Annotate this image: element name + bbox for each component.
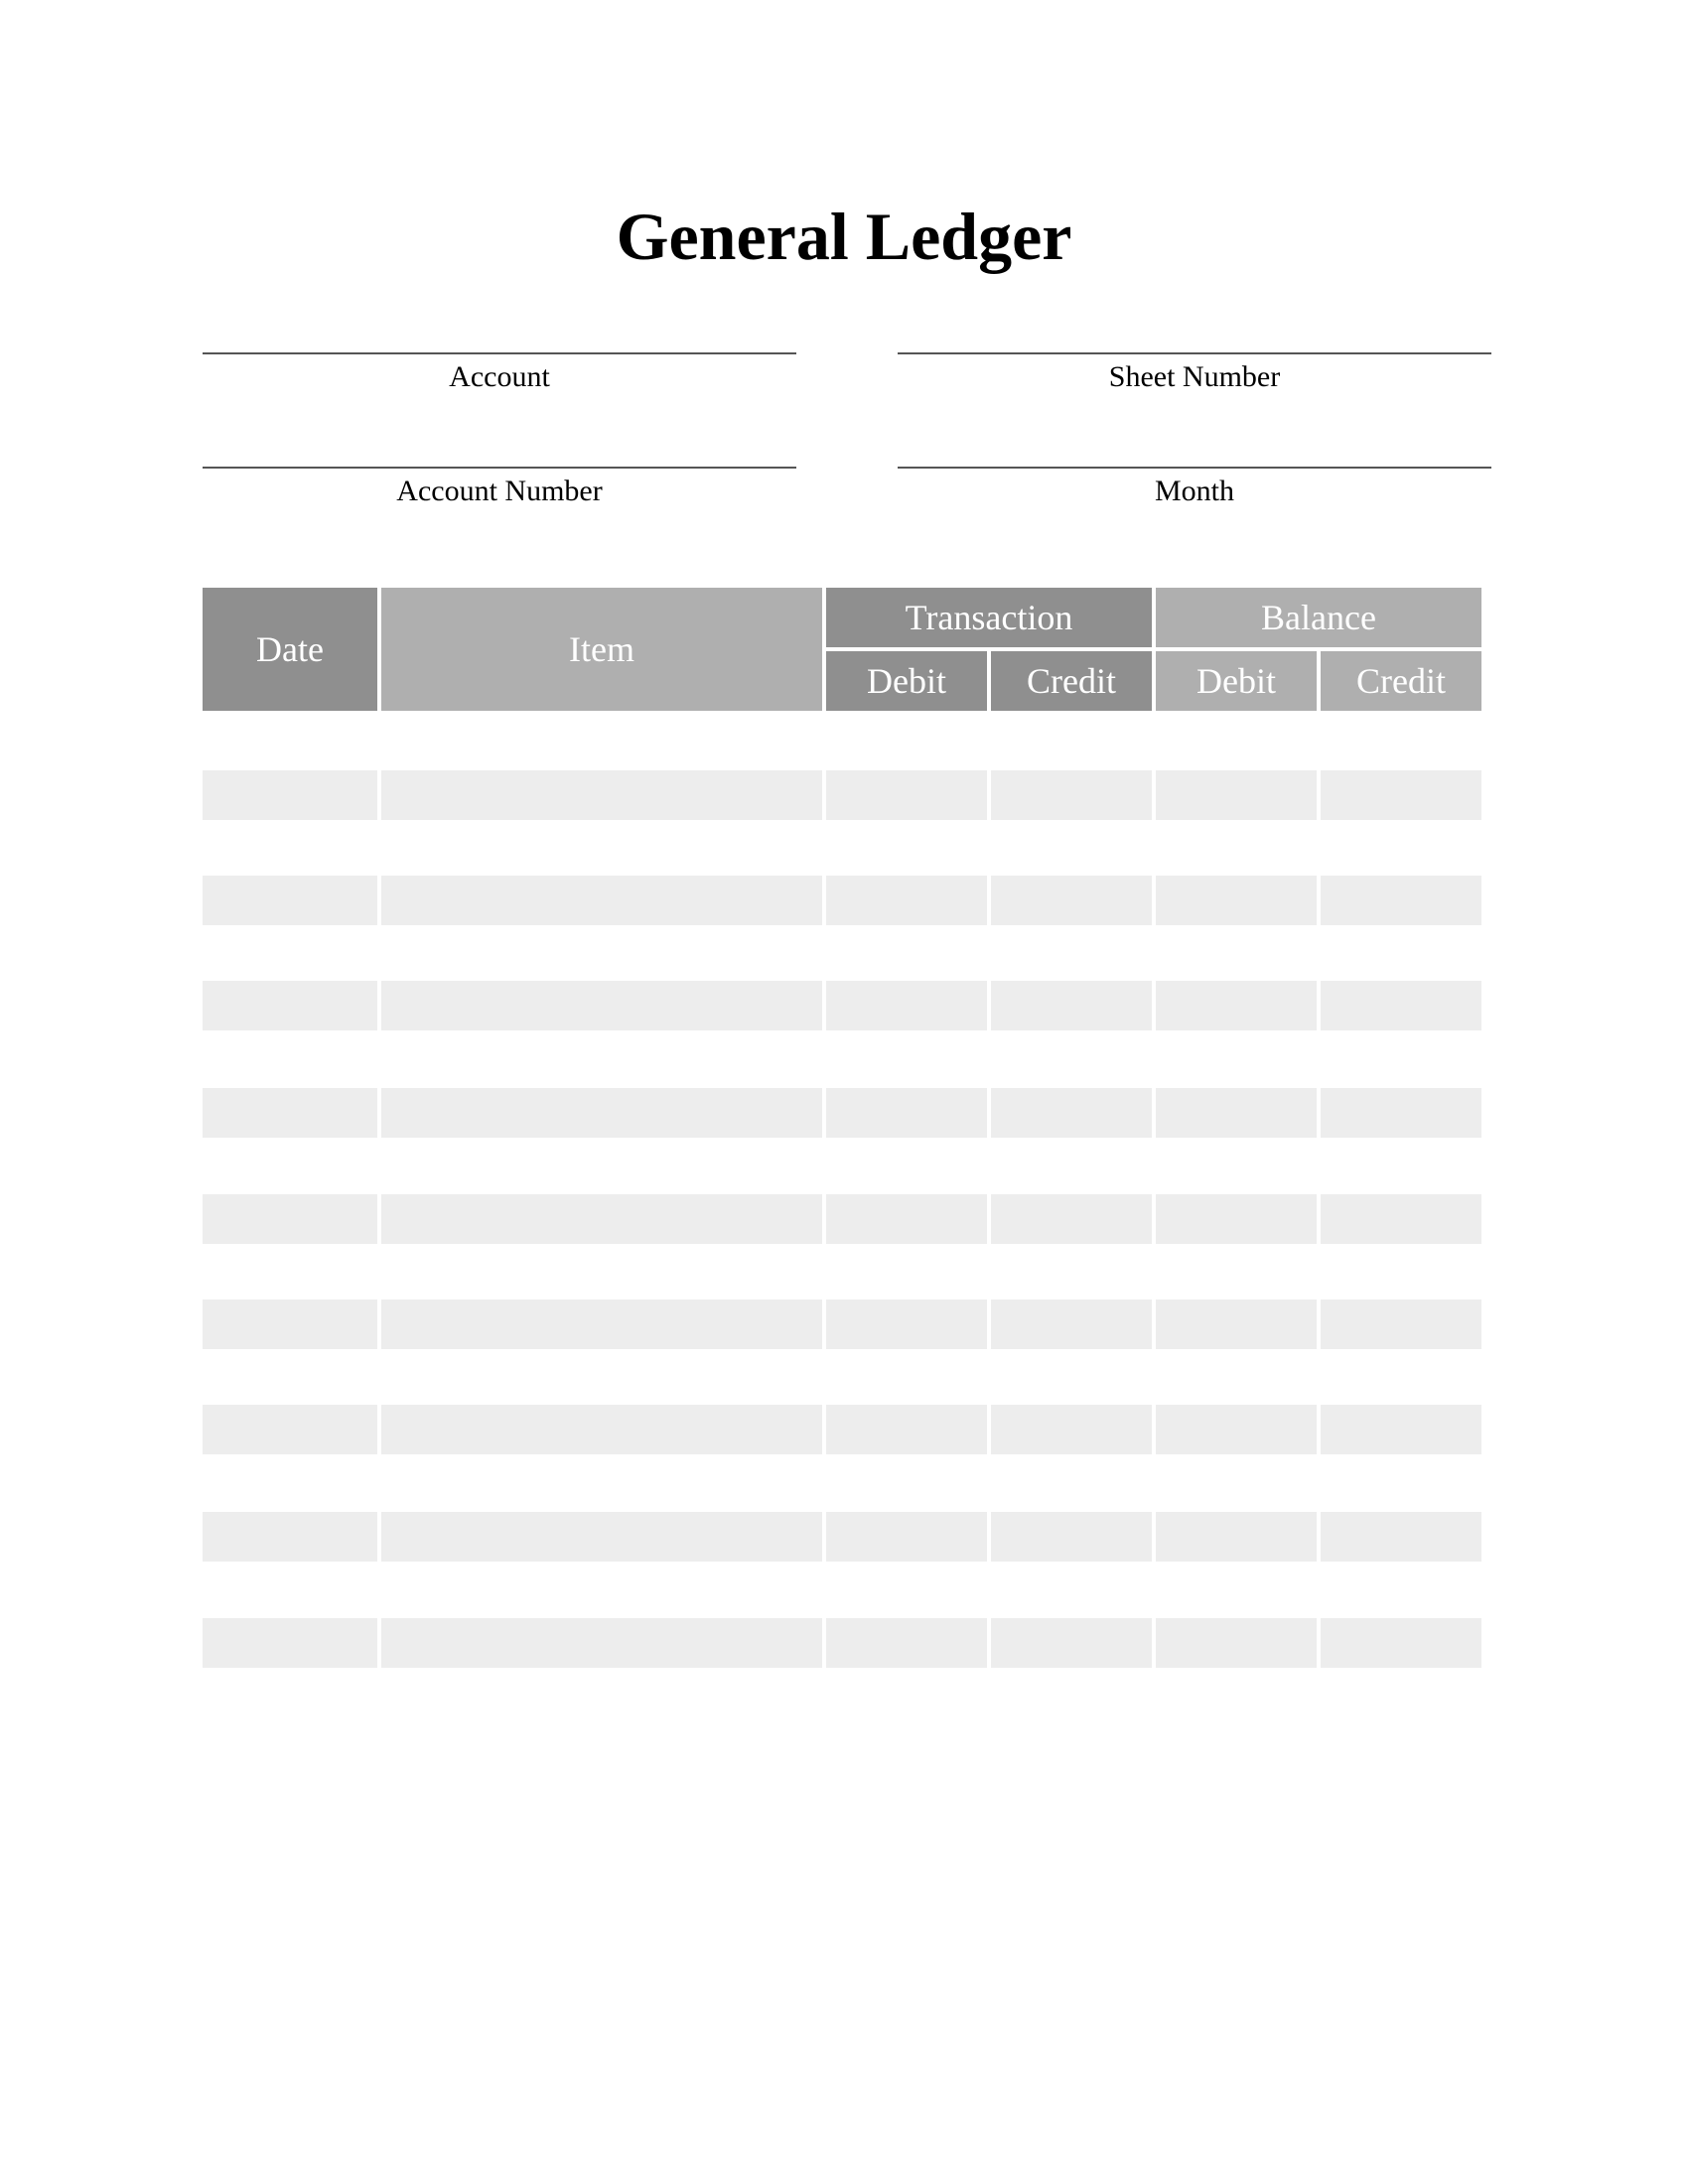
cell-date[interactable] [203, 981, 377, 1030]
cell-balance-debit[interactable] [1156, 1618, 1317, 1668]
sheet-number-field[interactable] [898, 352, 1491, 400]
cell-transaction-credit[interactable] [991, 981, 1152, 1030]
cell-transaction-debit[interactable] [826, 1405, 987, 1454]
table-row [203, 1405, 1481, 1454]
cell-balance-credit[interactable] [1321, 1194, 1481, 1244]
cell-transaction-debit[interactable] [826, 1088, 987, 1138]
cell-balance-debit[interactable] [1156, 1405, 1317, 1454]
cell-transaction-credit[interactable] [991, 1405, 1152, 1454]
cell-transaction-credit[interactable] [991, 1512, 1152, 1562]
cell-balance-credit[interactable] [1321, 1618, 1481, 1668]
cell-balance-credit[interactable] [1321, 1405, 1481, 1454]
account-number-field[interactable] [203, 467, 796, 514]
account-field[interactable] [203, 352, 796, 400]
cell-balance-debit[interactable] [1156, 981, 1317, 1030]
cell-item[interactable] [381, 1299, 822, 1349]
cell-transaction-debit[interactable] [826, 770, 987, 820]
cell-date[interactable] [203, 876, 377, 925]
cell-transaction-debit[interactable] [826, 876, 987, 925]
cell-transaction-credit[interactable] [991, 770, 1152, 820]
header-transaction-credit: Credit [991, 651, 1152, 711]
cell-item[interactable] [381, 981, 822, 1030]
cell-date[interactable] [203, 1194, 377, 1244]
cell-date[interactable] [203, 1618, 377, 1668]
table-row [203, 876, 1481, 925]
cell-item[interactable] [381, 1512, 822, 1562]
page-title: General Ledger [616, 199, 1072, 274]
cell-balance-debit[interactable] [1156, 1194, 1317, 1244]
cell-transaction-debit[interactable] [826, 1618, 987, 1668]
cell-item[interactable] [381, 1405, 822, 1454]
header-transaction: Transaction [826, 588, 1152, 647]
cell-item[interactable] [381, 1088, 822, 1138]
table-row [203, 1299, 1481, 1349]
cell-item[interactable] [381, 1194, 822, 1244]
cell-item[interactable] [381, 1618, 822, 1668]
header-balance-debit: Debit [1156, 651, 1317, 711]
cell-balance-credit[interactable] [1321, 876, 1481, 925]
cell-balance-credit[interactable] [1321, 1088, 1481, 1138]
cell-balance-credit[interactable] [1321, 981, 1481, 1030]
cell-balance-debit[interactable] [1156, 1512, 1317, 1562]
cell-balance-credit[interactable] [1321, 1299, 1481, 1349]
header-balance: Balance [1156, 588, 1481, 647]
sheet-number-label: Sheet Number [1108, 360, 1281, 393]
header-item: Item [381, 588, 822, 711]
cell-balance-credit[interactable] [1321, 1512, 1481, 1562]
cell-balance-credit[interactable] [1321, 770, 1481, 820]
month-field[interactable] [898, 467, 1491, 514]
table-row [203, 981, 1481, 1030]
cell-date[interactable] [203, 1512, 377, 1562]
ledger-table [203, 588, 1491, 711]
cell-date[interactable] [203, 1405, 377, 1454]
cell-balance-debit[interactable] [1156, 1299, 1317, 1349]
cell-transaction-credit[interactable] [991, 1299, 1152, 1349]
cell-balance-debit[interactable] [1156, 876, 1317, 925]
cell-transaction-credit[interactable] [991, 1194, 1152, 1244]
ledger-header [203, 588, 1491, 711]
table-row [203, 770, 1481, 820]
header-date: Date [203, 588, 377, 711]
cell-balance-debit[interactable] [1156, 770, 1317, 820]
table-row [203, 1618, 1481, 1668]
cell-date[interactable] [203, 1299, 377, 1349]
cell-transaction-credit[interactable] [991, 1088, 1152, 1138]
table-row [203, 1088, 1481, 1138]
cell-transaction-credit[interactable] [991, 1618, 1152, 1668]
cell-balance-debit[interactable] [1156, 1088, 1317, 1138]
table-row [203, 1512, 1481, 1562]
header-transaction-debit: Debit [826, 651, 987, 711]
account-number-label: Account Number [396, 475, 603, 507]
cell-transaction-debit[interactable] [826, 1194, 987, 1244]
cell-transaction-debit[interactable] [826, 981, 987, 1030]
cell-item[interactable] [381, 876, 822, 925]
cell-date[interactable] [203, 1088, 377, 1138]
cell-transaction-debit[interactable] [826, 1299, 987, 1349]
table-row [203, 1194, 1481, 1244]
cell-date[interactable] [203, 770, 377, 820]
month-label: Month [1154, 475, 1234, 507]
cell-transaction-debit[interactable] [826, 1512, 987, 1562]
header-balance-credit: Credit [1321, 651, 1481, 711]
account-label: Account [449, 360, 550, 393]
cell-item[interactable] [381, 770, 822, 820]
cell-transaction-credit[interactable] [991, 876, 1152, 925]
